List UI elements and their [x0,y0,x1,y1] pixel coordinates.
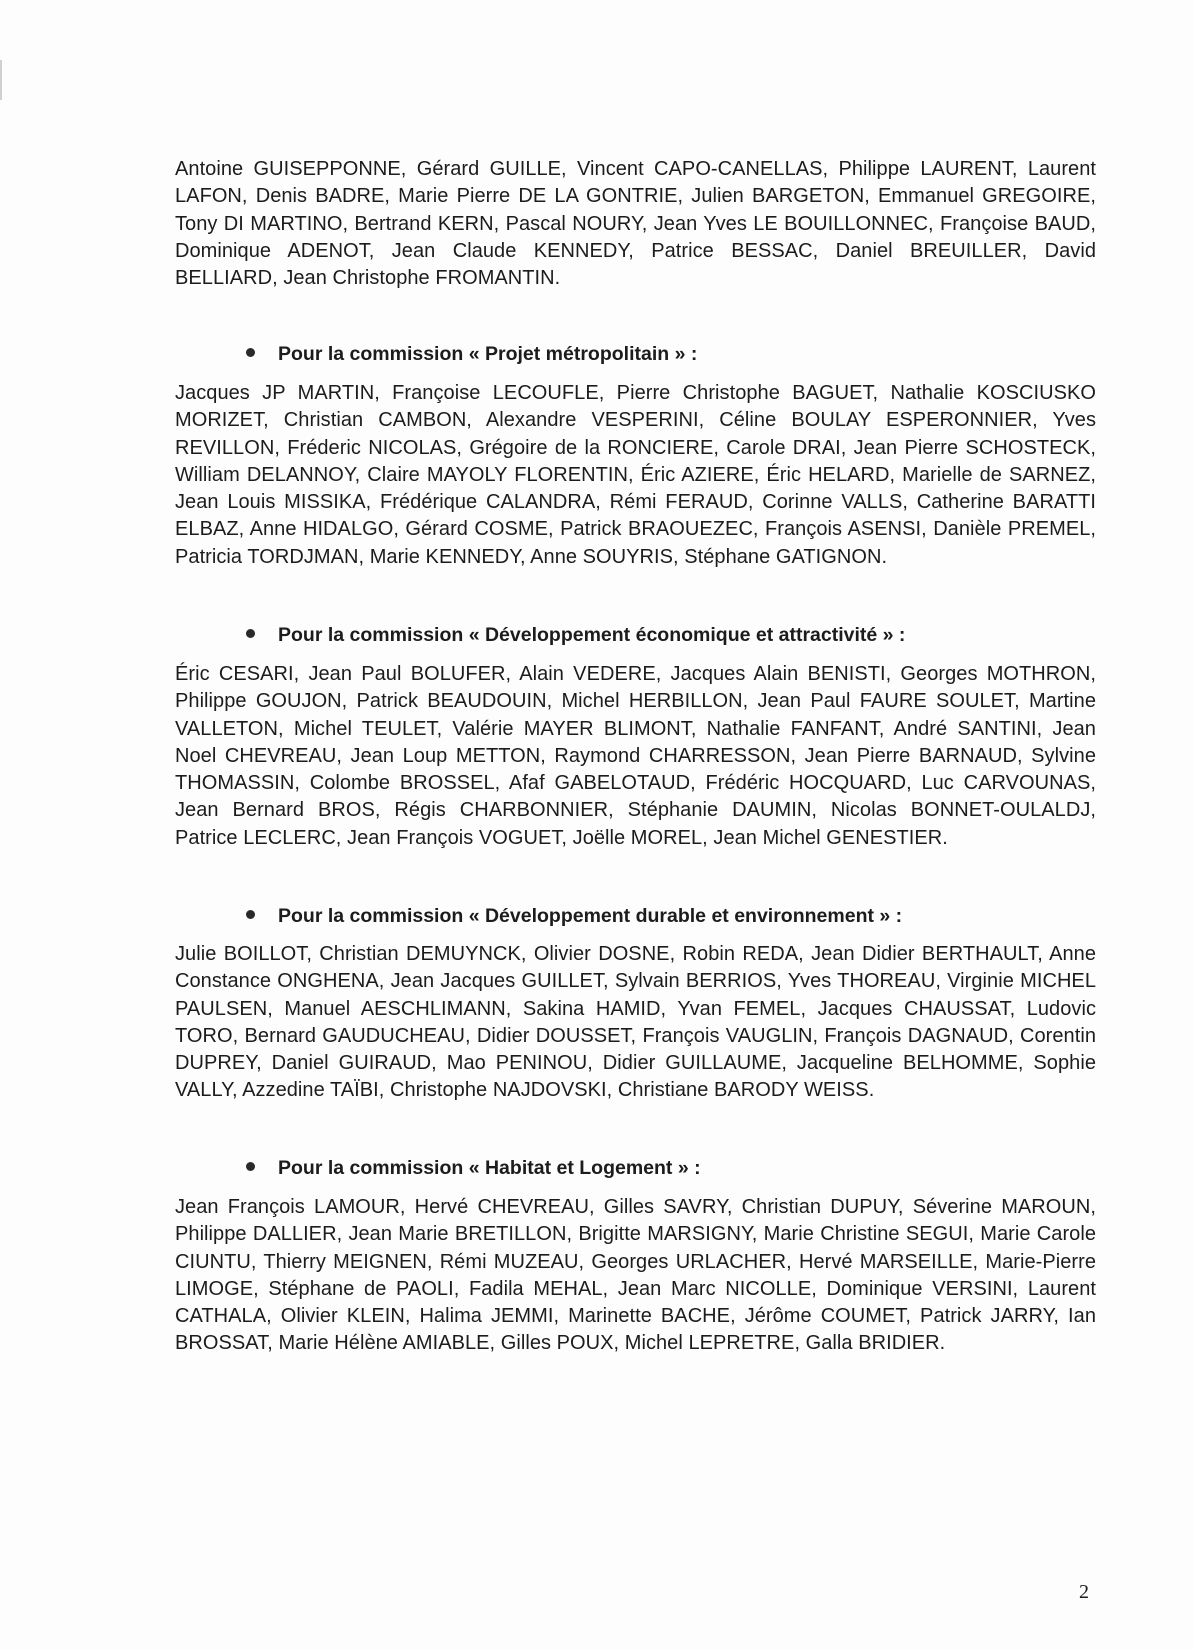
section-heading-text: Pour la commission « Développement durable et environnement » : [278,905,903,927]
bullet-icon [246,910,255,919]
bullet-icon [246,629,255,638]
scan-edge-mark [0,60,2,100]
section-members-developpement-economique: Éric CESARI, Jean Paul BOLUFER, Alain VEDERE, Jacques Alain BENISTI, Georges MOTHRON, Philippe GOUJON, Patrick BEAUDOUIN, Michel HERBILLON, Jean Paul FAURE SOULET, Martine VALLETON, Michel TEULET, Valérie MAYER BLIMONT, Nathalie FANFANT, André SANTINI, Jean Noel CHEVREAU, Jean Loup METTON, Raymond CHARRESSON, Jean Pierre BARNAUD, Sylvine THOMASSIN, Colombe BROSSEL, Afaf GABELOTAUD, Frédéric HOCQUARD, Luc CARVOUNAS, Jean Bernard BROS, Régis CHARBONNIER, Stéphanie DAUMIN, Nicolas BONNET-OULALDJ, Patrice LECLERC, Jean François VOGUET, Joëlle MOREL, Jean Michel GENESTIER. [175,663,1096,849]
section-members-habitat-logement: Jean François LAMOUR, Hervé CHEVREAU, Gilles SAVRY, Christian DUPUY, Séverine MAROUN, Philippe DALLIER, Jean Marie BRETILLON, Brigitte MARSIGNY, Marie Christine SEGUI, Marie Carole CIUNTU, Thierry MEIGNEN, Rémi MUZEAU, Georges URLACHER, Hervé MARSEILLE, Marie-Pierre LIMOGE, Stéphane de PAOLI, Fadila MEHAL, Jean Marc NICOLLE, Dominique VERSINI, Laurent CATHALA, Olivier KLEIN, Halima JEMMI, Marinette BACHE, Jérôme COUMET, Patrick JARRY, Ian BROSSAT, Marie Hélène AMIABLE, Gilles POUX, Michel LEPRETRE, Galla BRIDIER. [175,1196,1096,1355]
bullet-icon [246,1162,255,1171]
section-members-projet-metropolitain: Jacques JP MARTIN, Françoise LECOUFLE, Pierre Christophe BAGUET, Nathalie KOSCIUSKO MORIZET, Christian CAMBON, Alexandre VESPERINI, Céline BOULAY ESPERONNIER, Yves REVILLON, Fréderic NICOLAS, Grégoire de la RONCIERE, Carole DRAI, Jean Pierre SCHOSTECK, William DELANNOY, Claire MAYOLY FLORENTIN, Éric AZIERE, Éric HELARD, Marielle de SARNEZ, Jean Louis MISSIKA, Frédérique CALANDRA, Rémi FERAUD, Corinne VALLS, Catherine BARATTI ELBAZ, Anne HIDALGO, Gérard COSME, Patrick BRAOUEZEC, François ASENSI, Danièle PREMEL, Patricia TORDJMAN, Marie KENNEDY, Anne SOUYRIS, Stéphane GATIGNON. [175,382,1096,568]
bullet-icon [246,348,255,357]
section-heading-projet-metropolitain [246,343,697,366]
section-heading-text: Pour la commission « Projet métropolitain » : [278,343,698,365]
section-heading-text: Pour la commission « Développement économique et attractivité » : [278,624,906,646]
intro-member-list: Antoine GUISEPPONNE, Gérard GUILLE, Vincent CAPO-CANELLAS, Philippe LAURENT, Laurent LAFON, Denis BADRE, Marie Pierre DE LA GONTRIE, Julien BARGETON, Emmanuel GREGOIRE, Tony DI MARTINO, Bertrand KERN, Pascal NOURY, Jean Yves LE BOUILLONNEC, Françoise BAUD, Dominique ADENOT, Jean Claude KENNEDY, Patrice BESSAC, Daniel BREUILLER, David BELLIARD, Jean Christophe FROMANTIN. [175,158,1096,290]
section-heading-developpement-economique [246,624,905,647]
section-heading-habitat-logement [246,1157,701,1180]
page-number: 2 [1079,1581,1089,1603]
section-heading-developpement-durable [246,905,902,928]
section-members-developpement-durable: Julie BOILLOT, Christian DEMUYNCK, Olivier DOSNE, Robin REDA, Jean Didier BERTHAULT, Anne Constance ONGHENA, Jean Jacques GUILLET, Sylvain BERRIOS, Yves THOREAU, Virginie MICHEL PAULSEN, Manuel AESCHLIMANN, Sakina HAMID, Yvan FEMEL, Jacques CHAUSSAT, Ludovic TORO, Bernard GAUDUCHEAU, Didier DOUSSET, François VAUGLIN, François DAGNAUD, Corentin DUPREY, Daniel GUIRAUD, Mao PENINOU, Didier GUILLAUME, Jacqueline BELHOMME, Sophie VALLY, Azzedine TAÏBI, Christophe NAJDOVSKI, Christiane BARODY WEISS. [175,943,1096,1102]
section-heading-text: Pour la commission « Habitat et Logement » : [278,1157,701,1179]
